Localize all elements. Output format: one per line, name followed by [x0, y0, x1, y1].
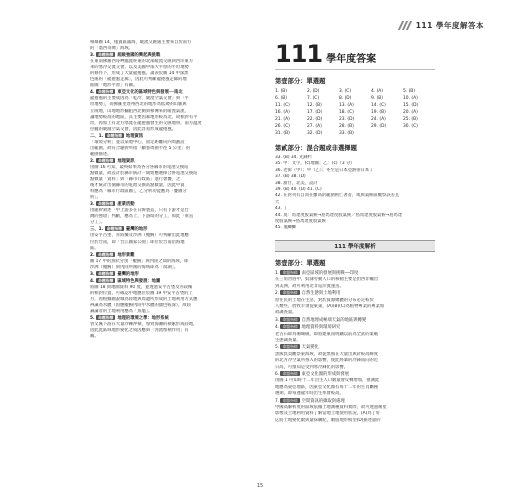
answer-cell: 11. (C) [275, 103, 290, 108]
line-text: 由安平古堡、赤嵌樓及沙洲（鯤鯓）可判斷出此地應 [90, 233, 189, 239]
line-text: 相鄰圖 14，僅賓區滿海，暖流交匯處主要來自於南方 [90, 40, 192, 45]
answer-cell: 29. (D) [371, 124, 387, 129]
line-text: 點數量「資料」與「縣市行政區」進行會疊，之 [90, 177, 181, 183]
answer-cell: 27. (A) [307, 124, 322, 129]
line-text: 出範圍，故符合題幹所指「顧客周圍半徑 5 公里」的 [90, 145, 190, 151]
answer-cell: 32. (D) [307, 131, 323, 136]
line-text: 中國高解析度的區域依據土地測種資料實際，故可透過衛星 [275, 405, 387, 410]
running-header [400, 20, 484, 31]
line-text: 的北方冷空氣所導入的影響，使此經暴的冷鋒南向的近 [275, 358, 379, 364]
answer-cell: 24. (A) [371, 117, 386, 122]
header-slash-icon [400, 21, 410, 30]
answer-cell: 9. (B) [371, 96, 384, 101]
answer-cell: 23. (D) [339, 117, 355, 122]
question-heading [275, 344, 435, 351]
indicator-tag: 命題指標 [282, 324, 298, 330]
question-number: 6. [275, 371, 280, 377]
line-text: 自然地理成極端天氣的地區與轉變 [301, 317, 367, 323]
answer-cell: 3. (C) [339, 89, 352, 94]
line-text: 生態調查量。 [275, 337, 301, 343]
question-heading [90, 158, 260, 165]
line-text: 「環境分析」並以某地中心，固定距離向四周劃設 [90, 139, 185, 145]
line-text: 拉攏的暖濕空氣交會，因此容易形成龍捲風。 [90, 126, 176, 132]
answer-line: 大 [275, 199, 280, 205]
answer-cell: 6. (B) [275, 96, 288, 101]
question-number: 3. [90, 53, 95, 59]
answer-row [275, 130, 435, 137]
mixed-answers [275, 155, 435, 232]
line-text: 東亞文化圈的形成與發展 [301, 371, 349, 377]
indicator-tag: 命題指標 [282, 397, 298, 403]
answer-cell: 1. (B) [275, 89, 288, 94]
question-heading [275, 398, 435, 405]
answer-row [275, 95, 435, 102]
answer-cell: 13. (A) [339, 103, 354, 108]
question-number: 4. [90, 278, 95, 284]
indicator-tag: 命題指標 [282, 316, 298, 322]
answer-row [275, 116, 435, 123]
divider [275, 69, 435, 70]
question-heading [90, 252, 260, 259]
answer-line: 33. (B) 34. 先鋒杉 [275, 155, 312, 160]
line-text: 曾文溪下游在大量沙礫沖積，導致海灘的積累形成陸地， [90, 322, 198, 328]
line-text: 故調查量。 [275, 310, 297, 316]
answer-cell: 5. (B) [403, 89, 416, 94]
line-text: 地理資訊 [117, 158, 135, 164]
question-number: 4. [90, 90, 95, 96]
explain-banner: 111 學年度解析 [275, 240, 435, 252]
line-text: 料應為「縣市行政區圖」，乙分析功能應為「疊圖分 [90, 189, 187, 195]
answer-line: 45. 鬼鯽鯽 [275, 225, 297, 231]
question-number: 1. [275, 270, 280, 276]
line-text: 地應為東亞地區，因東亞文化圈有每十二年的生肖屬種 [275, 384, 379, 390]
line-text: 臺灣的地形 [125, 227, 148, 233]
line-text: 地理資訊 [125, 133, 144, 139]
indicator-tag: 命題指標 [282, 290, 298, 296]
line-text: 讓地勢較高的地區，其主要因素地形較為北，故相對有平 [90, 114, 198, 120]
line-text: 方，再根據圖說城為陸地與周邊所形成的土地利用方式應 [90, 296, 198, 302]
answer-row [275, 109, 435, 116]
question-number: 三、1. [90, 227, 104, 233]
line-text: 天氣變化 [301, 345, 319, 351]
indicator-tag: 命題指標 [98, 277, 114, 283]
line-text: 因此此區域地形變化之成因應與「河流堆積作用」有 [90, 328, 189, 334]
question-number: 3. [275, 317, 280, 323]
answer-cell [371, 130, 403, 137]
question-number: 2. [90, 158, 95, 164]
answers-year: 111 [275, 40, 323, 68]
answer-row [275, 102, 435, 109]
section1-heading: 第壹部分：單選題 [275, 78, 326, 85]
indicator-tag: 命題指標 [106, 226, 122, 232]
line-text: 的相對位置，可確認甲地應位於圖 19 中安平古堡的上 [90, 290, 193, 296]
page-number: 15 [256, 483, 264, 489]
line-text: 空間資訊的擷取與處理 [301, 398, 345, 404]
line-text: 原住民的土地在生活，對於資源總體的分布必定較於 [275, 297, 374, 303]
header-title: 111 學年度解答本 [415, 21, 484, 30]
indicator-tag: 命題指標 [98, 157, 114, 163]
answer-cell: 30. (C) [403, 124, 418, 129]
indicator-tag: 命題指標 [98, 270, 114, 276]
question-heading [90, 315, 260, 322]
section2-heading: 第貳部分：混合題或非選擇題 [275, 145, 357, 152]
line-text: 由圖 1 可知時十二年出生人口數量會反轉增加，推測此 [275, 378, 380, 384]
answers-title-text: 學年度答案 [326, 54, 377, 65]
answer-cell: 15. (D) [403, 103, 419, 108]
answer-cell: 20. (A) [403, 110, 418, 115]
line-text: 的「墨西哥灣」海域。 [90, 46, 133, 52]
answer-line: 37. (B) 38. (D) [275, 174, 306, 180]
line-text: 老古石即為珊瑚礁，即將建東南明鐵以前為全武的案礁 [275, 331, 379, 337]
question-heading [90, 89, 260, 96]
line-text: 東亞文化的區域特色與發展──南北 [117, 90, 183, 96]
line-text: 圖 17 中的魚狀分別「鯤鯓」與內陸之間的海域，即 [90, 258, 189, 264]
indicator-tag: 命題指標 [98, 52, 114, 58]
question-number: 3. [90, 271, 95, 277]
answer-cell: 28. (B) [339, 124, 354, 129]
question-number: 2. [90, 252, 95, 258]
line-text: 龍捲風的主要成因為「乾冷、暖溼空氣交會」與「平 [90, 96, 189, 102]
line-text: 灣的強項」判斷，應為上、下游間的分工，如此「垂直 [90, 214, 194, 220]
line-text: 範圍描述。 [90, 151, 112, 157]
answer-cell: 33. (B) [339, 131, 354, 136]
line-text: 南亞區域的發展與挑戰──印度 [301, 270, 359, 276]
question-heading [275, 371, 435, 378]
question-heading [275, 317, 435, 324]
question-number: 4. [275, 325, 280, 331]
answer-cell: 25. (B) [403, 117, 418, 122]
line-text: 亿將土地變化數與量採購紀，數值地形模型(D)描述量的 [275, 417, 381, 423]
line-text: 臺灣的地形 [117, 271, 139, 277]
question-number: 5. [275, 345, 280, 351]
line-text: 將圖 18 與地圖資料 90 度，並透過安平古堡及赤崁樓 [90, 284, 193, 290]
line-text: 產業活動 [117, 202, 135, 208]
line-text: 析」。 [90, 195, 101, 201]
answer-grid [275, 88, 435, 137]
question-heading [90, 52, 260, 59]
answer-line: 39. (B) 40. (D) 41. (C) [275, 187, 322, 193]
line-text: 由圖 16 可知，最終結果為各分各縣市的電池交換站 [90, 164, 189, 170]
text-line [275, 418, 435, 424]
line-text: 後才統計出個縣市的電池交換站點數量，因此甲資 [90, 183, 185, 189]
question-heading [275, 324, 435, 331]
line-text: 黑熊負責觀察東海域，故從黑熊在大量出與針較高緯度 [275, 351, 379, 357]
answer-cell: 21. (A) [275, 117, 290, 122]
line-text: 選期，即每逢龍年時出生率會較高。 [275, 391, 344, 397]
line-text: 關。 [90, 334, 99, 340]
question-number: 2. [275, 291, 280, 297]
question-number: 3. [90, 202, 95, 208]
answer-cell [403, 130, 435, 137]
answer-line: 35. 甲：文字，(c)地圖；乙：(c)（3 分） [275, 161, 355, 167]
answer-line: 度股氣候→島馬達度股氣候 [275, 219, 326, 225]
line-text: 在三角習俗中，奴隸勞動人口的移動主要是由西非輸出 [275, 277, 379, 283]
question-number: 5. [90, 316, 95, 322]
answer-cell: 8. (D) [339, 96, 352, 101]
answer-cell: 12. (B) [307, 103, 322, 108]
indicator-tag: 命題指標 [98, 251, 114, 257]
indicator-tag: 命題指標 [106, 132, 122, 138]
line-text: 色處的「龍捲風走廊」，因此可判斷龍捲風走廊的地 [90, 77, 187, 83]
answer-line: 42. 在對刊有自而在雖高的範圍則亡著者，或與氣候區觀察誤差且 [275, 193, 400, 199]
line-text: 人煙些，放牧羊須從東東，(A)(B)(C)為植物專業的專業加 [275, 303, 385, 309]
line-text: 影像及土地利用資料了解當地土地使用狀況，(A)為了好 [275, 411, 381, 417]
left-column [90, 40, 260, 340]
answer-cell: 26. (C) [275, 124, 290, 129]
question-heading [90, 201, 260, 208]
answer-cell: 31. (B) [275, 131, 290, 136]
line-text: 超級強國的興起與挑戰 [117, 53, 161, 59]
line-text: 地理資料與環境研究 [301, 325, 341, 331]
answer-cell: 18. (C) [339, 110, 354, 115]
question-heading [90, 271, 260, 278]
line-text: 區圖「地形平原」有關。 [90, 83, 138, 89]
answer-cell: 22. (D) [307, 117, 323, 122]
answer-cell: 19. (B) [371, 110, 386, 115]
answer-line: 38. 甜甘，北美，設計 [275, 180, 318, 186]
answer-cell: 16. (A) [275, 110, 290, 115]
answers-title [275, 40, 435, 66]
line-text: 來的寒冷交流交會，以及美國中部大平原的平坦地勢 [90, 65, 189, 71]
line-text: 區。 [90, 245, 99, 251]
indicator-tag: 命題指標 [98, 89, 114, 95]
line-text: 識論者的土地利用應為「魚塭」。 [90, 309, 153, 315]
question-heading [275, 290, 435, 297]
indicator-tag: 命題指標 [98, 315, 114, 321]
answer-cell: 4. (A) [371, 89, 384, 94]
line-text: 點數量，故設計於縣市統計一開始應選擇合併電池交換站 [90, 170, 198, 176]
line-text: 自然生態與土地利用 [301, 291, 341, 297]
answer-cell: 10. (A) [403, 96, 418, 101]
answer-cell: 14. (C) [371, 103, 386, 108]
answer-line: 44. 臭：馬達度股氣候→島馬達度股氣候／島馬達度股氣候→島馬達 [275, 212, 403, 218]
line-text: 位於台南，即「台江國家公園」即位於台南沿海地 [90, 239, 185, 245]
line-text: 由題幹敘述「中上游多在日韓製造，只有下游才是台 [90, 208, 189, 214]
line-text: 坦，再加上有北方寒流在龍捲風發生的交匯地帶，南方溫度 [90, 120, 202, 126]
question-heading [90, 133, 260, 140]
line-text: 日高，可推知是受到寒冷鋒化的影響。 [275, 364, 349, 370]
answer-cell: 2. (D) [307, 89, 320, 94]
indicator-tag: 命題指標 [98, 201, 114, 207]
line-text: 沙洲（鯤鯓）與內陸所圍的海域即為「潟湖」。 [90, 264, 179, 270]
answer-row [275, 123, 435, 130]
question-heading [90, 226, 260, 233]
line-text: 到美洲，故可利用北非巡洋流運送。 [275, 283, 344, 289]
question-number: 7. [275, 398, 280, 404]
line-text: 地理的環境之學：地形系統 [117, 316, 169, 322]
question-heading [90, 278, 260, 285]
line-text: 辨識為水體（因應鯤鯓內陸中水體的顏色較深），故陸 [90, 302, 191, 308]
indicator-tag: 命題指標 [282, 344, 298, 350]
line-text: 區域特色與發展：地圖 [117, 278, 161, 284]
text-line [90, 334, 260, 340]
answer-cell: 17. (D) [307, 110, 323, 115]
indicator-tag: 命題指標 [282, 269, 298, 275]
line-text: 在東南佛羅西哥岬蟲流經東的北部暖流交匯與西洋東方 [90, 59, 194, 65]
answer-cell: 7. (C) [307, 96, 320, 101]
right-column [275, 40, 435, 424]
line-text: 的條件下，形成了大量龍捲風，讀表於圖 14 中深黑 [90, 71, 189, 77]
line-text: 分工」。 [90, 220, 106, 226]
question-number: 二、1. [90, 133, 104, 139]
question-heading [275, 270, 435, 277]
line-text: 地形景觀 [117, 252, 135, 258]
answer-row [275, 88, 435, 95]
answer-line: 43. 丁 [275, 206, 288, 212]
line-text: 丘陵地，山地地形攔阻西北側與相傳來的暖溼氣流， [90, 108, 189, 114]
explanations [275, 270, 435, 424]
section3-heading: 第壹部分：單選題 [275, 259, 326, 267]
indicator-tag: 命題指標 [282, 370, 298, 376]
answer-line: 36. 老街（甲）；甲（乙）；冬至是日本亞熱帶日本丁 [275, 167, 374, 173]
line-text: 坦地勢」，而佛羅里達州西北的地形為低矮的山脈與 [90, 102, 187, 108]
